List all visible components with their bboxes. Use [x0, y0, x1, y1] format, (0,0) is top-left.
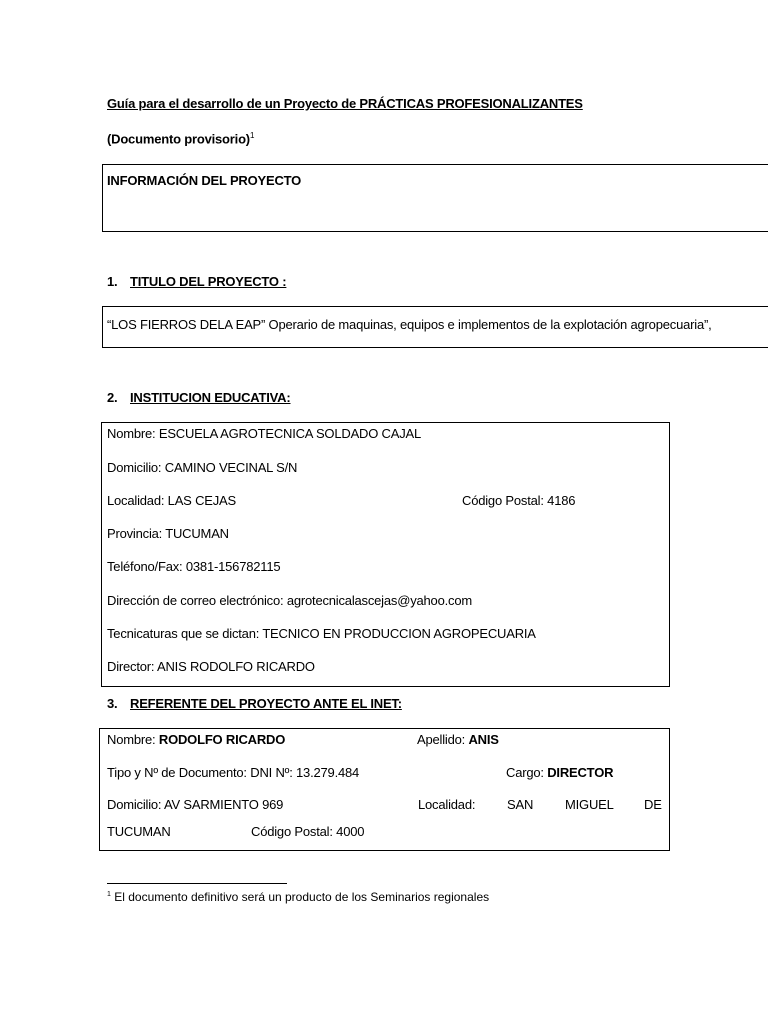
referent-localidad-word: SAN — [507, 797, 534, 812]
section-3-number: 3. — [107, 696, 118, 711]
referent-documento: Tipo y Nº de Documento: DNI Nº: 13.279.484 — [107, 765, 360, 780]
institution-nombre: Nombre: ESCUELA AGROTECNICA SOLDADO CAJAL — [107, 426, 422, 441]
section-1-heading — [107, 274, 286, 289]
institution-tecnicaturas: Tecnicaturas que se dictan: TECNICO EN PRODUCCION AGROPECUARIA — [107, 626, 536, 641]
footnote-number: 1 — [107, 891, 111, 898]
referent-cargo-label: Cargo: — [506, 765, 548, 780]
institution-box — [101, 422, 670, 687]
footnote-text: El documento definitivo será un producto de los Seminarios regionales — [110, 890, 490, 904]
section-2-title: INSTITUCION EDUCATIVA: — [130, 390, 291, 405]
footnote-ref: 1 — [249, 131, 255, 140]
section-2-heading — [107, 390, 291, 405]
referent-nombre-label: Nombre: — [107, 732, 159, 747]
project-title-value: “LOS FIERROS DELA EAP” Operario de maquinas, equipos e implementos de la explotación agropecuaria”, — [107, 317, 712, 332]
section-3-heading — [107, 696, 402, 711]
project-info-box — [102, 164, 768, 232]
referent-nombre-value: RODOLFO RICARDO — [158, 732, 286, 747]
section-2-number: 2. — [107, 390, 118, 405]
referent-localidad-word: MIGUEL — [565, 797, 614, 812]
institution-telefono: Teléfono/Fax: 0381-156782115 — [107, 559, 281, 574]
referent-domicilio: Domicilio: AV SARMIENTO 969 — [107, 797, 284, 812]
institution-director: Director: ANIS RODOLFO RICARDO — [107, 659, 315, 674]
footnote — [107, 890, 489, 904]
institution-domicilio: Domicilio: CAMINO VECINAL S/N — [107, 460, 298, 475]
document-title: Guía para el desarrollo de un Proyecto de PRÁCTICAS PROFESIONALIZANTES — [107, 96, 583, 111]
referent-localidad-word: DE — [644, 797, 662, 812]
referent-localidad-label: Localidad: — [418, 797, 476, 812]
subtitle-text: (Documento provisorio) — [107, 131, 250, 147]
referent-apellido-value: ANIS — [468, 732, 499, 747]
institution-provincia: Provincia: TUCUMAN — [107, 526, 229, 541]
institution-localidad: Localidad: LAS CEJAS — [107, 493, 236, 508]
referent-apellido — [417, 732, 499, 747]
referent-cargo — [506, 765, 613, 780]
document-subtitle — [107, 131, 254, 146]
referent-localidad-word: TUCUMAN — [107, 824, 171, 839]
referent-cargo-value: DIRECTOR — [547, 765, 614, 780]
institution-codigo-postal: Código Postal: 4186 — [462, 493, 576, 508]
project-info-label: INFORMACIÓN DEL PROYECTO — [107, 173, 302, 188]
referent-nombre — [107, 732, 285, 747]
project-title-box — [102, 306, 768, 348]
section-1-number: 1. — [107, 274, 118, 289]
footnote-separator — [107, 883, 287, 884]
institution-correo: Dirección de correo electrónico: agrotecnicalascejas@yahoo.com — [107, 593, 472, 608]
section-1-title: TITULO DEL PROYECTO : — [130, 274, 287, 289]
section-3-title: REFERENTE DEL PROYECTO ANTE EL INET: — [130, 696, 402, 711]
referent-codigo-postal: Código Postal: 4000 — [251, 824, 365, 839]
referent-apellido-label: Apellido: — [417, 732, 469, 747]
referent-box — [99, 728, 670, 851]
